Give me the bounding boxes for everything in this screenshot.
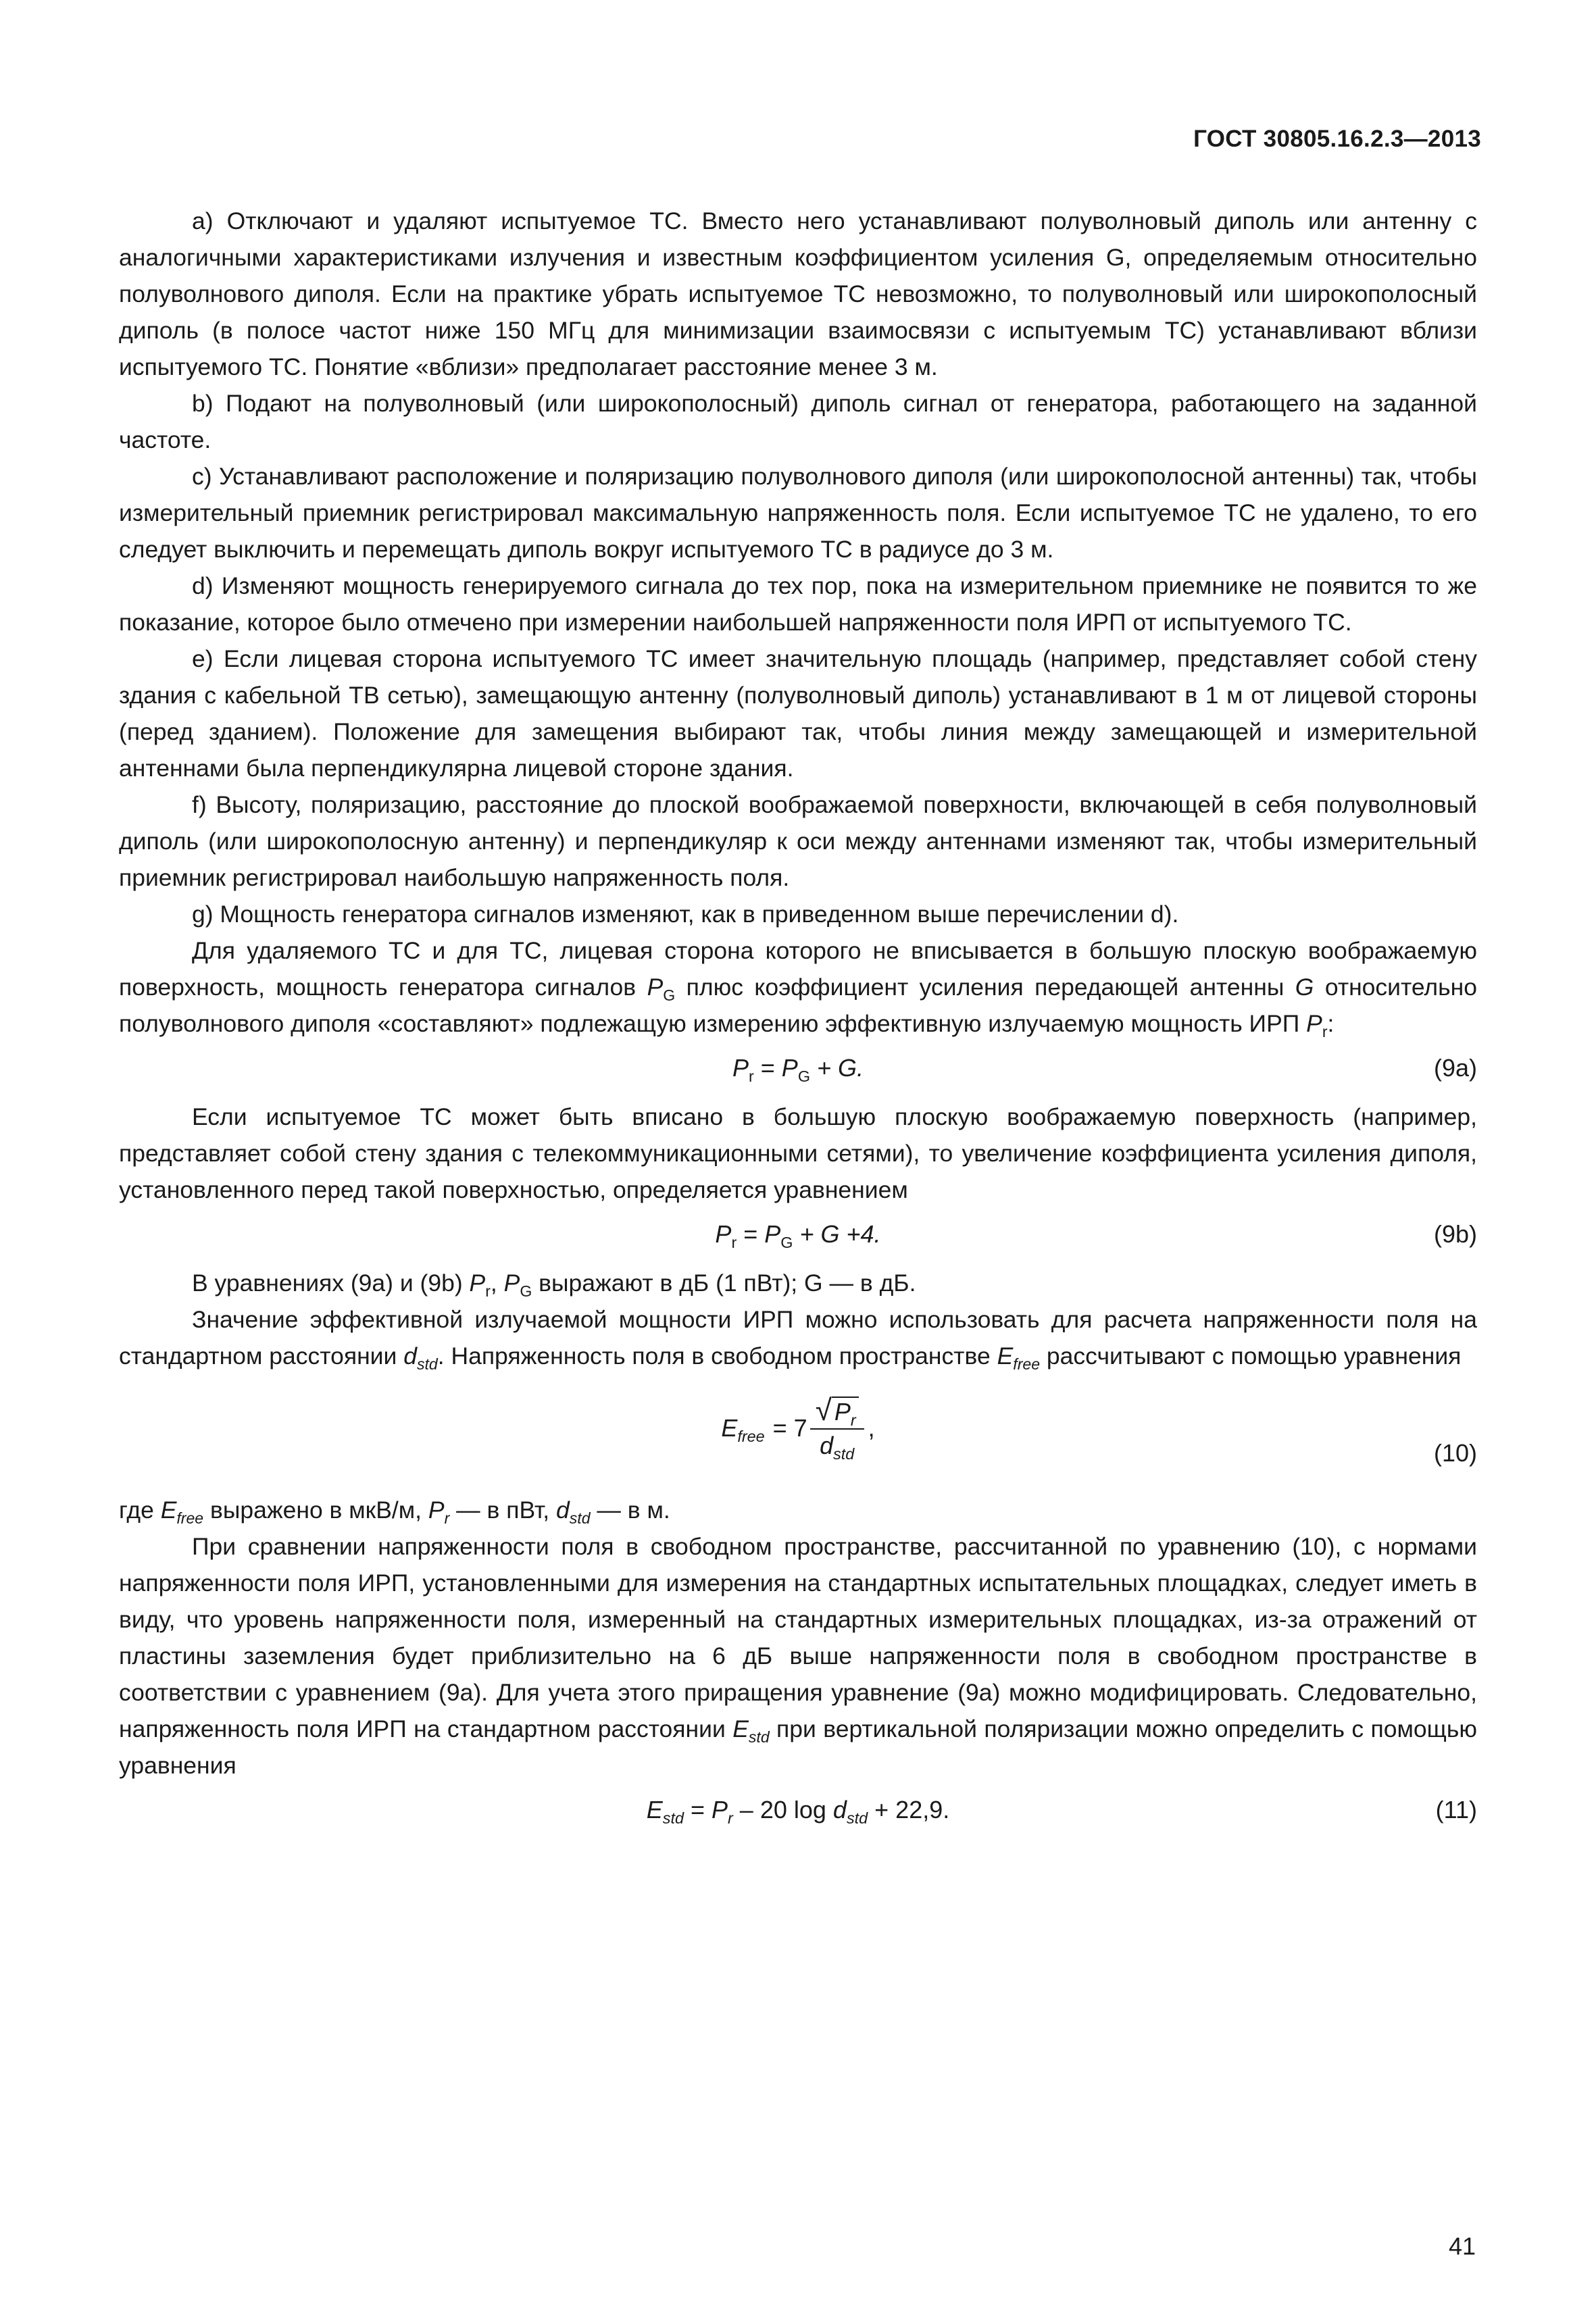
subscript-g: G — [663, 986, 676, 1004]
symbol-d: d — [832, 1796, 847, 1823]
formula-tail: + G. — [810, 1054, 864, 1082]
symbol-p: P — [715, 1220, 732, 1248]
text-segment: выражено в мкВ/м, — [203, 1496, 428, 1524]
paragraph-removed-eut — [119, 932, 1477, 1042]
fraction-denominator — [814, 1430, 859, 1462]
subscript-r: r — [728, 1809, 733, 1827]
symbol-d: d — [403, 1342, 417, 1369]
symbol-p: P — [711, 1796, 728, 1823]
text-segment: относительно полуволнового диполя «составляют» подлежащую измерению эффективную излучаемую мощность ИРП — [119, 974, 1477, 1037]
symbol-p: P — [1306, 1010, 1322, 1037]
fraction-numerator — [810, 1394, 864, 1430]
formula-comma: , — [868, 1414, 875, 1442]
symbol-p: P — [647, 974, 664, 1001]
text-segment: В уравнениях (9a) и (9b) — [192, 1269, 470, 1297]
paragraph-inscribed: Если испытуемое ТС может быть вписано в большую плоскую воображаемую поверхность (например, представляет собой стену здания с телекоммуникационными сетями), то увеличение коэффициента усиления диполя, установленного перед такой поверхностью, определяется уравнением — [119, 1103, 1477, 1203]
symbol-e: E — [646, 1796, 663, 1823]
formula-9a — [119, 1047, 1477, 1092]
equals-sign: = — [772, 1414, 787, 1442]
text-segment: рассчитывают с помощью уравнения — [1040, 1342, 1462, 1369]
formula-lhs — [721, 1410, 764, 1447]
text-segment: — в пВт, — [449, 1496, 556, 1524]
page-body — [119, 203, 1477, 1840]
symbol-e: E — [732, 1715, 749, 1742]
text-segment: при вертикальной поляризации можно определить с помощью уравнения — [119, 1715, 1477, 1779]
text-segment: выражают в дБ (1 пВт); G — в дБ. — [532, 1269, 916, 1297]
subscript-g: G — [780, 1234, 793, 1251]
paragraph-c: c) Устанавливают расположение и поляризацию полуволнового диполя (или широкополосной антенны) так, чтобы измерительный приемник регистрировал максимальную напряженность поля. Если испытуемое ТС не удалено, то его следует выключить и перемещать диполь вокруг испытуемого ТС в радиусе до 3 м. — [119, 463, 1477, 563]
paragraph-e: e) Если лицевая сторона испытуемого ТС имеет значительную площадь (например, представляет собой стену здания с кабельной ТВ сетью), замещающую антенну (полуволновый диполь) устанавливают в 1 м от лицевой стороны (перед зданием). Положение для замещения выбирают так, чтобы линия между замещающей и измерительной антеннами была перпендикулярна лицевой стороне здания. — [119, 645, 1477, 782]
subscript-free: free — [1013, 1355, 1041, 1373]
paragraph-where — [119, 1492, 1477, 1528]
formula-body — [721, 1394, 874, 1462]
paragraph-b: b) Подают на полуволновый (или широкополосный) диполь сигнал от генератора, работающего на заданной частоте. — [119, 390, 1477, 453]
formula-number: (9b) — [1433, 1220, 1477, 1248]
paragraph-g: g) Мощность генератора сигналов изменяют, как в приведенном выше перечислении d). — [192, 901, 1179, 928]
subscript-std: std — [833, 1445, 855, 1463]
formula-expression — [119, 1394, 1477, 1462]
paragraph-d: d) Изменяют мощность генерируемого сигнала до тех пор, пока на измерительном приемнике не появится то же показание, которое было отмечено при измерении наибольшей напряженности поля ИРП от испытуемого ТС. — [119, 572, 1477, 636]
subscript-r: r — [485, 1282, 491, 1300]
document-header: ГОСТ 30805.16.2.3—2013 — [1193, 126, 1481, 152]
symbol-p: P — [469, 1269, 486, 1297]
equals-sign: = — [753, 1054, 782, 1082]
page-number: 41 — [1448, 2232, 1476, 2260]
symbol-e: E — [997, 1342, 1014, 1369]
subscript-r: r — [1322, 1023, 1328, 1040]
text-segment: где — [119, 1496, 161, 1524]
formula-tail: + 22,9. — [868, 1796, 950, 1823]
subscript-free: free — [737, 1428, 765, 1445]
symbol-p: P — [503, 1269, 520, 1297]
radicand — [832, 1397, 859, 1429]
equals-sign: = — [737, 1220, 765, 1248]
subscript-g: G — [520, 1282, 532, 1300]
formula-mid: – 20 log — [732, 1796, 833, 1823]
text-segment: Значение эффективной излучаемой мощности ИРП можно использовать для расчета напряженности поля на стандартном расстоянии — [119, 1306, 1477, 1369]
formula-expression — [119, 1216, 1477, 1253]
symbol-p: P — [834, 1398, 851, 1426]
paragraph-compare — [119, 1528, 1477, 1784]
text-segment: Для удаляемого ТС и для ТС, лицевая сторона которого не вписывается в большую плоскую воображаемую поверхность, мощность генератора сигналов — [119, 937, 1477, 1001]
subscript-std: std — [662, 1809, 684, 1827]
subscript-r: r — [748, 1067, 754, 1085]
formula-expression — [119, 1050, 1477, 1086]
paragraph-a: a) Отключают и удаляют испытуемое ТС. Вместо него устанавливают полуволновый диполь или антенну с аналогичными характеристиками излучения и известным коэффициентом усиления G, определяемым относительно полуволнового диполя. Если на практике убрать испытуемое ТС невозможно, то полуволновый или широкополосный диполь (в полосе частот ниже 150 МГц для минимизации взаимосвязи с испытуемым ТС) устанавливают вблизи испытуемого ТС. Понятие «вблизи» предполагает расстояние менее 3 м. — [119, 207, 1477, 380]
text-segment: — в м. — [590, 1496, 670, 1524]
symbol-d: d — [820, 1432, 834, 1459]
formula-11 — [119, 1789, 1477, 1834]
formula-expression — [119, 1792, 1477, 1828]
formula-9b — [119, 1213, 1477, 1258]
text-segment: , — [490, 1269, 504, 1297]
subscript-std: std — [569, 1509, 591, 1527]
symbol-e: E — [721, 1414, 738, 1442]
formula-coefficient: 7 — [793, 1414, 807, 1442]
subscript-std: std — [416, 1355, 438, 1373]
formula-number: (11) — [1435, 1796, 1477, 1823]
formula-10 — [119, 1394, 1477, 1489]
symbol-d: d — [556, 1496, 570, 1524]
subscript-g: G — [797, 1067, 811, 1085]
equals-sign: = — [683, 1796, 712, 1823]
paragraph-units — [119, 1265, 1477, 1301]
formula-number: (9a) — [1433, 1054, 1477, 1082]
text-segment: плюс коэффициент усиления передающей антенны — [675, 974, 1295, 1001]
symbol-p: P — [428, 1496, 445, 1524]
paragraph-f: f) Высоту, поляризацию, расстояние до плоской воображаемой поверхности, включающей в себя полуволновый диполь (или широкополосную антенну) и перпендикуляр к оси между антеннами изменяют так, чтобы измерительный приемник регистрировал наибольшую напряженность поля. — [119, 791, 1477, 891]
subscript-r: r — [444, 1509, 450, 1527]
formula-number: (10) — [1433, 1439, 1477, 1467]
paragraph-erp — [119, 1301, 1477, 1374]
symbol-g: G — [1295, 974, 1314, 1001]
text-segment: . Напряженность поля в свободном пространстве — [437, 1342, 997, 1369]
subscript-std: std — [846, 1809, 868, 1827]
symbol-p: P — [764, 1220, 781, 1248]
formula-tail: + G +4. — [793, 1220, 881, 1248]
subscript-std: std — [748, 1728, 770, 1746]
text-segment: При сравнении напряженности поля в свободном пространстве, рассчитанной по уравнению (10), с нормами напряженности поля ИРП, установленными для измерения на стандартных испытательных площадках, следует иметь в виду, что уровень напряженности поля, измеренный на стандартных измерительных площадках, из-за отражений от пластины заземления будет приблизительно на 6 дБ выше напряженности поля в свободном пространстве в соответствии с уравнением (9a). Для учета этого приращения уравнение (9a) можно модифицировать. Следовательно, напряженность поля ИРП на стандартном расстоянии — [119, 1533, 1477, 1742]
symbol-p: P — [732, 1054, 749, 1082]
subscript-free: free — [176, 1509, 204, 1527]
subscript-r: r — [731, 1234, 737, 1251]
subscript-r: r — [850, 1411, 856, 1429]
sqrt-sign: √ — [815, 1394, 832, 1427]
fraction — [810, 1394, 864, 1462]
symbol-e: E — [160, 1496, 177, 1524]
symbol-p: P — [781, 1054, 798, 1082]
text-segment: : — [1327, 1010, 1335, 1037]
